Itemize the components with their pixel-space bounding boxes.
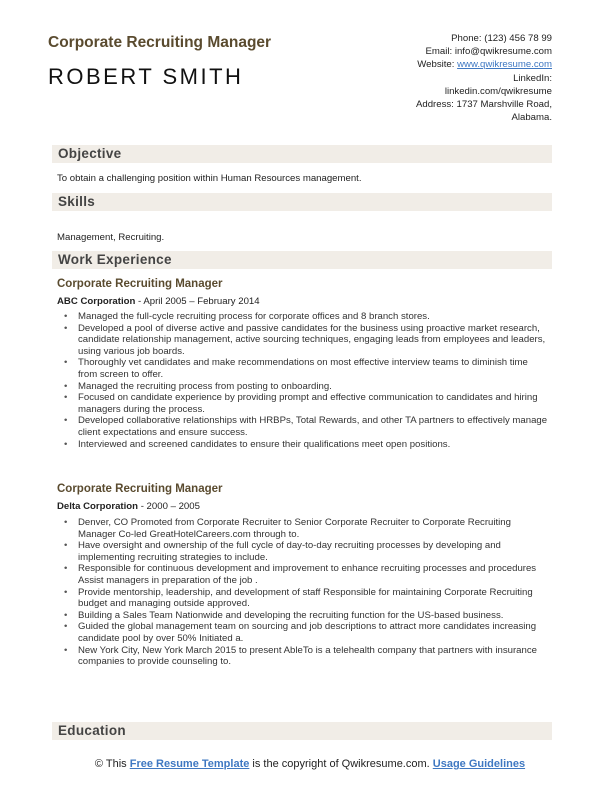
- contact-email: Email: info@qwikresume.com: [425, 46, 552, 58]
- contact-linkedin: linkedin.com/qwikresume: [444, 85, 552, 97]
- section-title-education: Education: [58, 723, 126, 738]
- list-item: • Responsible for continuous development and improvement to enhance recruiting processes and procedures Assist managers in preparation of the job .: [64, 563, 548, 586]
- list-item: • Focused on candidate experience by providing prompt and effective communication to candidates and hiring managers during the process.: [64, 392, 548, 415]
- contact-linkedin-label: LinkedIn:: [513, 72, 552, 84]
- list-item: • New York City, New York March 2015 to present AbleTo is a telehealth company that partners with insurance companies to provide counseling to.: [64, 645, 548, 668]
- contact-address: Address: 1737 Marshville Road,: [415, 99, 552, 111]
- job-role-2: Corporate Recruiting Manager: [57, 483, 223, 495]
- copyright-footer: [60, 757, 560, 771]
- list-item: • Thoroughly vet candidates and make recommendations on most effective interview teams to diminish time from screen to offer.: [64, 357, 548, 380]
- job-bullets-1: [64, 311, 548, 450]
- list-item: • Provide mentorship, leadership, and development of staff Responsible for maintaining Corporate Recruiting budget and managing outside approved.: [64, 587, 548, 610]
- list-item: • Developed collaborative relationships with HRBPs, Total Rewards, and other TA partners to effectively manage client expectations and ensure success.: [64, 415, 548, 438]
- objective-text: To obtain a challenging position within Human Resources management.: [57, 173, 362, 184]
- list-item: • Building a Sales Team Nationwide and developing the recruiting function for the US-based business.: [64, 610, 548, 622]
- contact-block: [322, 32, 552, 124]
- section-title-skills: Skills: [58, 194, 96, 209]
- usage-guidelines-link[interactable]: Usage Guidelines: [432, 758, 526, 770]
- skills-text: Management, Recruiting.: [57, 232, 165, 243]
- skills-section-bar: [52, 193, 552, 211]
- job-title: Corporate Recruiting Manager: [48, 34, 272, 51]
- job-company-2: Delta Corporation - 2000 – 2005: [57, 501, 200, 512]
- list-item: • Have oversight and ownership of the full cycle of day-to-day recruiting processes by developing and implementing recruiting strategies to include.: [64, 540, 548, 563]
- candidate-name: ROBERT SMITH: [48, 64, 244, 89]
- contact-phone: Phone: (123) 456 78 99: [451, 33, 552, 44]
- job-bullets-2: [64, 517, 548, 668]
- list-item: • Denver, CO Promoted from Corporate Recruiter to Senior Corporate Recruiter to Corporate Recruiting Manager Co-led GreatHotelCareers.com through to.: [64, 517, 548, 540]
- free-resume-template-link[interactable]: Free Resume Template: [129, 758, 250, 770]
- objective-section-bar: [52, 145, 552, 163]
- list-item: • Managed the recruiting process from posting to onboarding.: [64, 381, 548, 393]
- website-link[interactable]: www.qwikresume.com: [457, 59, 552, 71]
- section-title-experience: Work Experience: [58, 252, 172, 267]
- list-item: • Guided the global management team on sourcing and job descriptions to attract more candidates increasing candidate pool by over 50% Initiated a.: [64, 621, 548, 644]
- contact-address-line2: Alabama.: [511, 112, 552, 124]
- list-item: • Managed the full-cycle recruiting process for corporate offices and 8 branch stores.: [64, 311, 548, 323]
- experience-section-bar: [52, 251, 552, 269]
- job-role-1: Corporate Recruiting Manager: [57, 278, 223, 290]
- resume-header: [48, 30, 552, 130]
- job-company-1: ABC Corporation - April 2005 – February 2014: [57, 296, 260, 307]
- list-item: • Developed a pool of diverse active and passive candidates for the business using proactive market research, candidate relationship management, active sourcing techniques, engaging leads from employees and leaders, using various job boards.: [64, 323, 548, 358]
- education-section-bar: [52, 722, 552, 740]
- contact-website: Website: www.qwikresume.com: [417, 59, 552, 71]
- footer-middle: is the copyright of Qwikresume.com.: [249, 758, 433, 770]
- section-title-objective: Objective: [58, 146, 122, 161]
- list-item: • Interviewed and screened candidates to ensure their qualifications meet open positions.: [64, 439, 548, 451]
- footer-prefix: © This: [94, 758, 130, 770]
